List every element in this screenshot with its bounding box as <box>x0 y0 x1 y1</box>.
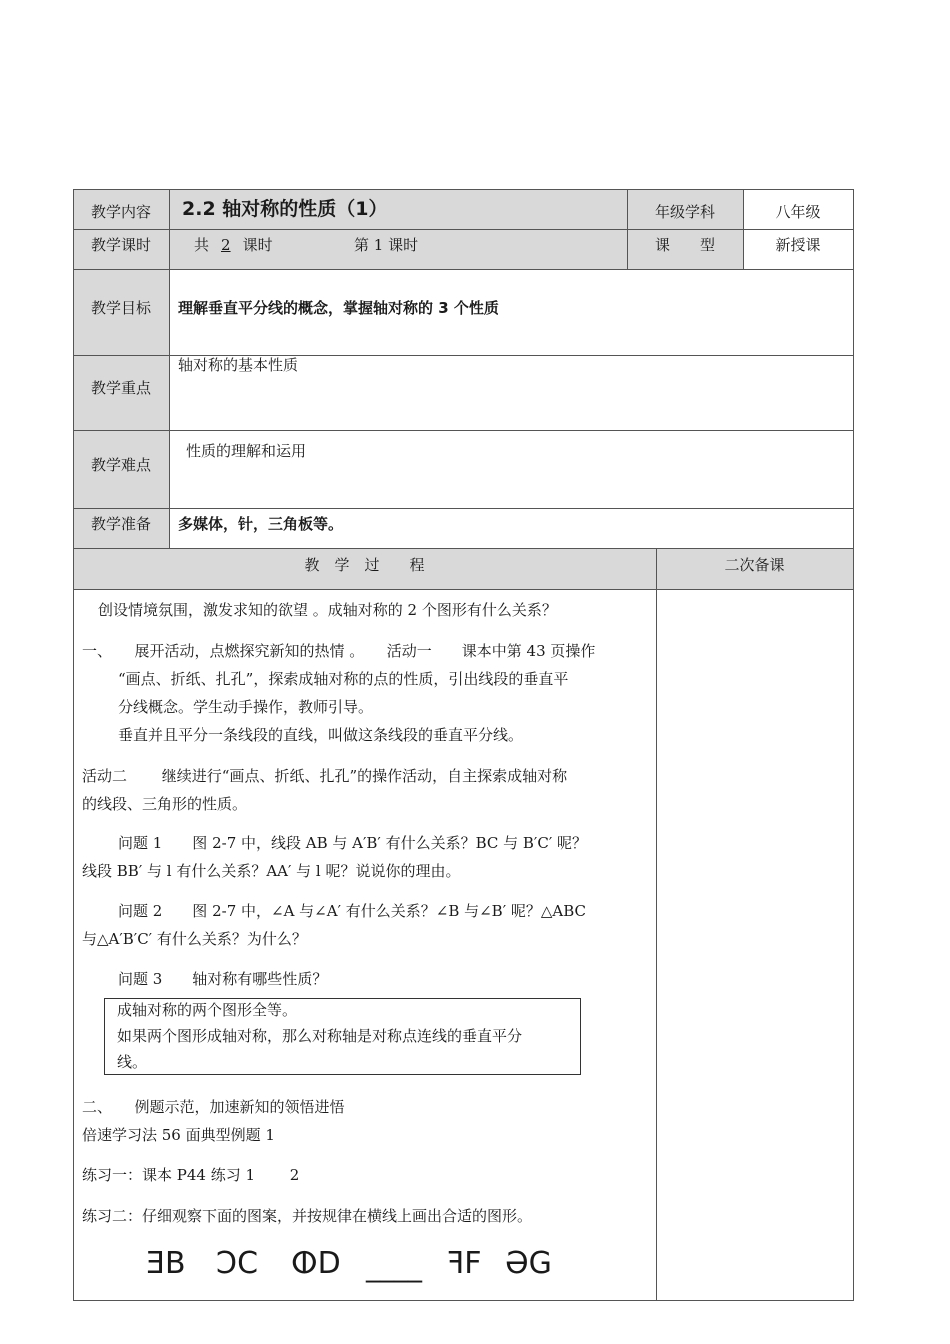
process-line-activity1-cont: “画点、折纸、扎孔”，探索成轴对称的点的性质，引出线段的垂直平 <box>118 670 569 688</box>
difficulties-label: 教学难点 <box>90 456 151 474</box>
key-points-label: 教学重点 <box>90 379 151 397</box>
hours-total: 共 2 课时 <box>194 236 273 254</box>
process-line-definition: 垂直并且平分一条线段的直线，叫做这条线段的垂直平分线。 <box>118 726 524 744</box>
pattern-b: ƎB <box>146 1246 186 1281</box>
process-line-reference: 倍速学习法 56 面典型例题 1 <box>82 1126 275 1144</box>
process-line-question2-cont: 与△A′B′C′ 有什么关系？为什么？ <box>82 930 307 948</box>
process-line-exercise2: 练习二：仔细观察下面的图案，并按规律在横线上画出合适的图形。 <box>82 1207 533 1225</box>
preparation-text: 多媒体，针，三角板等。 <box>178 515 344 533</box>
process-line-question3: 问题 3 轴对称有哪些性质？ <box>118 970 328 988</box>
key-points-text: 轴对称的基本性质 <box>178 356 299 374</box>
pattern-blank[interactable]: ____ <box>366 1250 422 1283</box>
process-line-activity2: 活动二 继续进行“画点、折纸、扎孔”的操作活动，自主探索成轴对称 <box>82 767 568 785</box>
type-label: 课 型 <box>654 236 715 254</box>
process-line-question1: 问题 1 图 2-7 中，线段 AB 与 A′B′ 有什么关系？BC 与 B′C′ 呢？ <box>118 834 587 852</box>
preparation-label: 教学准备 <box>90 515 151 533</box>
process-line-activity2-cont: 的线段、三角形的性质。 <box>82 795 248 813</box>
content-label: 教学内容 <box>90 203 151 221</box>
process-line-exercise1: 练习一：课本 P44 练习 1 2 <box>82 1166 300 1184</box>
lesson-title: 2.2 轴对称的性质（1） <box>182 198 388 220</box>
objectives-label: 教学目标 <box>90 299 151 317</box>
process-line-question2: 问题 2 图 2-7 中，∠A 与∠A′ 有什么关系？∠B 与∠B′ 呢？△ABC <box>118 902 587 920</box>
process-line-example: 二、 例题示范，加速新知的领悟进悟 <box>82 1098 345 1116</box>
pattern-f: ꟻF <box>447 1246 482 1281</box>
pattern-c: ƆC <box>216 1246 259 1281</box>
hours-count: 2 <box>221 236 231 254</box>
properties-line-1: 成轴对称的两个图形全等。 <box>117 1001 298 1019</box>
hours-label: 教学课时 <box>90 236 151 254</box>
pattern-g: ƏG <box>505 1246 552 1281</box>
type-value: 新授课 <box>775 236 821 254</box>
process-line-question1-cont: 线段 BB′ 与 l 有什么关系？AA′ 与 l 呢？说说你的理由。 <box>82 862 461 880</box>
difficulties-text: 性质的理解和运用 <box>186 442 307 460</box>
process-line-intro: 创设情境氛围，激发求知的欲望 。成轴对称的 2 个图形有什么关系？ <box>98 601 557 619</box>
properties-line-3: 线。 <box>117 1053 148 1071</box>
pattern-d: ⵀD <box>291 1246 341 1281</box>
process-line-activity1: 一、 展开活动，点燃探究新知的热情 。 活动一 课本中第 43 页操作 <box>82 642 596 660</box>
properties-line-2: 如果两个图形成轴对称，那么对称轴是对称点连线的垂直平分 <box>117 1027 523 1045</box>
objectives-text: 理解垂直平分线的概念，掌握轴对称的 3 个性质 <box>178 299 499 317</box>
grade-value: 八年级 <box>775 203 821 221</box>
process-header: 教 学 过 程 <box>304 556 425 574</box>
process-line-activity1-cont2: 分线概念。学生动手操作，教师引导。 <box>118 698 374 716</box>
second-prep-header: 二次备课 <box>724 556 785 574</box>
grade-subject-label: 年级学科 <box>654 203 715 221</box>
current-hour: 第 1 课时 <box>354 236 419 254</box>
